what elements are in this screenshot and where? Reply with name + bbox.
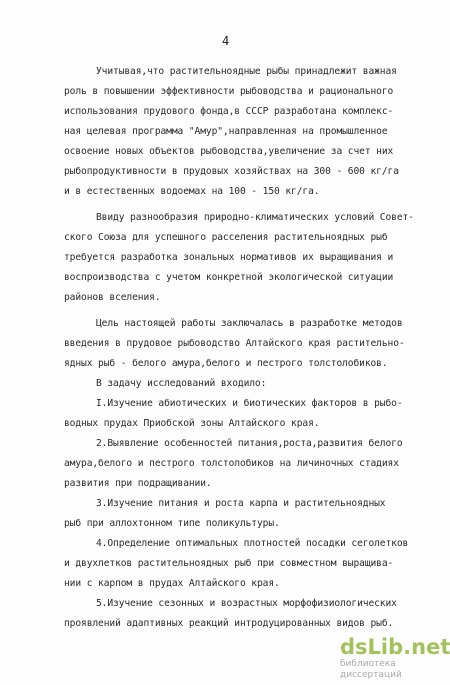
text-line: 3.Изучение питания и роста карпа и растительноядных [96, 498, 386, 509]
text-line: амура,белого и пестрого толстолобиков на личиночных стадиях [64, 458, 399, 469]
watermark-subtitle: библиотека диссертаций [340, 659, 402, 680]
text-line: воспроизводства с учетом конкретной экологической ситуации [64, 272, 394, 283]
text-line: 5.Изучение сезонных и возрастных морфофизиологических [96, 598, 397, 609]
text-line: нии с карпом в прудах Алтайского края. [64, 578, 280, 589]
text-line: ная целевая программа "Амур",направленная на промышленное [64, 126, 388, 137]
text-line: ского Союза для успешного расселения растительноядных рыб [64, 232, 388, 243]
text-line: В задачу исследований входило: [96, 378, 267, 389]
text-line: водных прудах Приобской зоны Алтайского края. [64, 418, 320, 429]
text-line: введения в прудовое рыбоводство Алтайского края растительно- [64, 338, 405, 349]
text-line: роль в повышении эффективности рыбоводства и рационального [64, 86, 394, 97]
text-line: рыб при аллохтонном типе поликультуры. [64, 518, 280, 529]
text-line: Цель настоящей работы заключалась в разработке методов [96, 318, 403, 329]
text-line: Ввиду разнообразия природно-климатических условий Совет- [96, 212, 414, 223]
text-line: освоение новых объектов рыбоводства,увеличение за счет них [64, 146, 394, 157]
watermark-logo: dsLib.net [340, 635, 450, 659]
text-line: и двухлетков растительноядных рыб при совместном выращива- [64, 558, 394, 569]
text-line: развития при подращивании. [64, 478, 212, 489]
text-line: требуется разработка зональных нормативов их выращивания и [64, 252, 394, 263]
text-line: I.Изучение абиотических и биотических факторов в рыбо- [96, 398, 403, 409]
page-number: 4 [222, 34, 230, 48]
watermark [340, 635, 450, 681]
text-line: 2.Выявление особенностей питания,роста,развития белого [96, 438, 403, 449]
text-line: и в естественных водоемах на 100 - 150 кг/га. [64, 186, 320, 197]
text-line: рыбопродуктивности в прудовых хозяйствах на 300 - 600 кг/га [64, 166, 399, 177]
text-line: проявлений адаптивных реакций интродуцированных видов рыб. [64, 618, 394, 629]
text-line: 4.Определение оптимальных плотностей посадки сеголетков [96, 538, 409, 549]
text-line: районов вселения. [64, 292, 161, 303]
text-line: Учитывая,что растительноядные рыбы принадлежит важная [96, 66, 397, 77]
text-line: ядных рыб - белого амура,белого и пестрого толстолобиков. [64, 358, 388, 369]
text-line: использования прудового фонда,в СССР разработана комплекс- [64, 106, 394, 117]
